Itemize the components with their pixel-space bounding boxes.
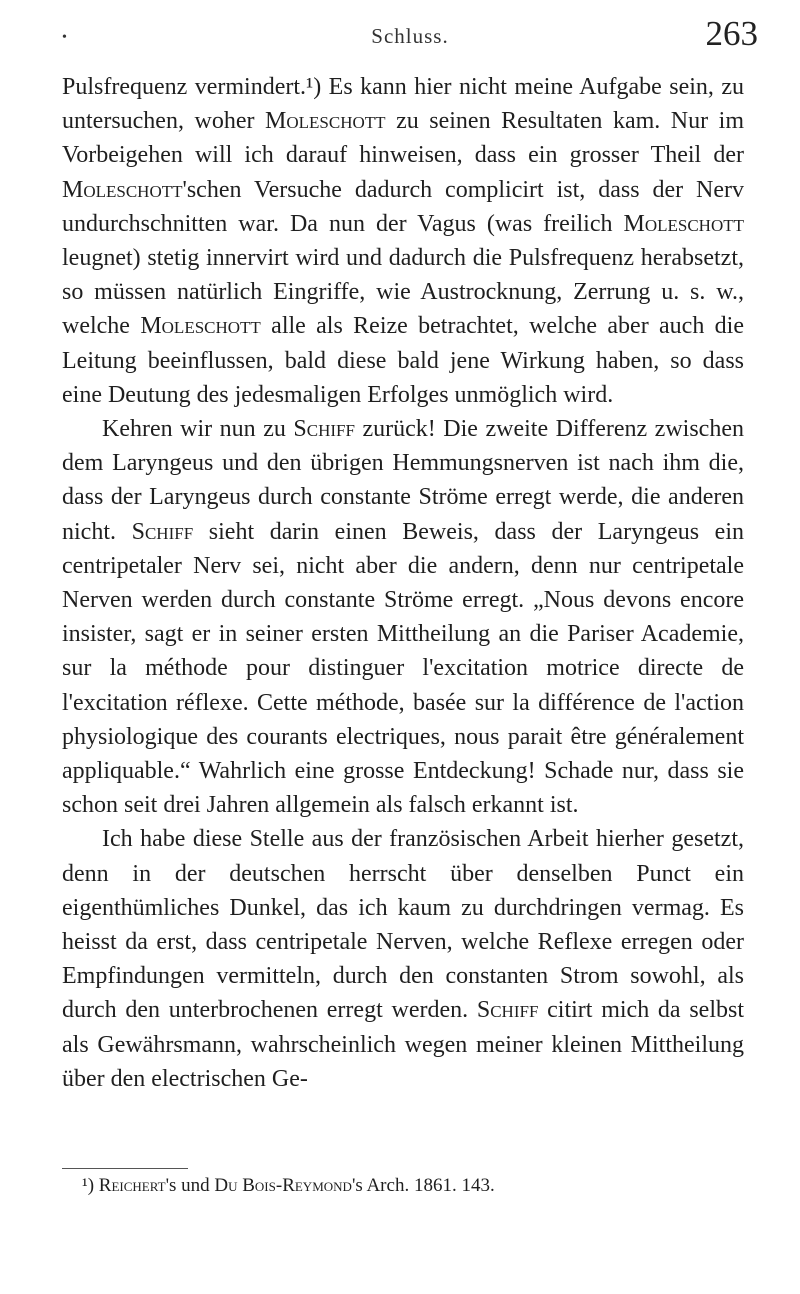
running-head bbox=[62, 10, 758, 53]
text-run: 's Arch. 1861. 143. bbox=[351, 1175, 495, 1196]
author-name: Du Bois-Reymond bbox=[214, 1175, 352, 1196]
text-run: ¹) bbox=[82, 1175, 99, 1196]
text-run: 'schen Versuche dadurch complicirt ist, dass der Nerv undurchschnitten war. Da nun der Vagus (was freilich bbox=[62, 176, 744, 237]
paragraph bbox=[62, 412, 744, 822]
margin-bullet: • bbox=[62, 30, 67, 45]
text-run: ) Es kann hier nicht meine Aufgabe sein, zu untersuchen, woher bbox=[62, 74, 745, 135]
text-run: sieht darin einen Beweis, dass der Laryngeus ein centripetaler Nerv sei, nicht aber die andern, denn nur centripetale Nerven werden durch constante Ströme erregt. „Nous devons encore insister, sagt er in seiner ersten Mittheilung an die Pariser Academie, sur la méthode pour distinguer l'excitation motrice directe de l'excitation réflexe. Cette méthode, basée sur la différence de l'action physiologique des courants electriques, nous parait être généralement appliquable.“ Wahrlich eine grosse Entdeckung! Schade nur, dass sie schon seit drei Jahren allgemein als falsch erkannt ist. bbox=[62, 518, 745, 819]
author-name: Schiff bbox=[131, 518, 194, 545]
author-name: Moleschott bbox=[265, 108, 386, 135]
text-run: Kehren wir nun zu bbox=[102, 416, 294, 443]
author-name: Moleschott bbox=[140, 313, 261, 340]
text-run: Pulsfrequenz vermindert. bbox=[62, 74, 307, 100]
text-run: zurück! Die zweite Differenz zwischen dem Laryngeus und den übrigen Hemmungsnerven ist nach ihm die, dass der Laryngeus durch constante Ströme erregt werde, die anderen nicht. bbox=[62, 416, 744, 545]
text-run: 's und bbox=[165, 1175, 215, 1196]
text-run: leugnet) stetig innervirt wird und dadurch die Pulsfrequenz herabsetzt, so müssen natürlich Eingriffe, wie Austrocknung, Zerrung u. s. w., welche bbox=[62, 245, 744, 340]
text-run: alle als Reize betrachtet, welche aber auch die Leitung beeinflussen, bald diese bald jene Wirkung haben, so dass eine Deutung des jedesmaligen Erfolges unmöglich wird. bbox=[62, 313, 744, 408]
author-name: Moleschott bbox=[62, 176, 183, 203]
running-title: Schluss. bbox=[371, 24, 449, 48]
footnote-rule bbox=[62, 1168, 188, 1169]
text-run: zu seinen Resultaten kam. Nur im Vorbeigehen will ich darauf hinweisen, dass ein grosser Theil der bbox=[62, 108, 744, 169]
author-name: Schiff bbox=[476, 997, 539, 1024]
author-name: Schiff bbox=[293, 416, 355, 443]
text-run: Ich habe diese Stelle aus der französischen Arbeit hierher gesetzt, denn in der deutschen herrscht über denselben Punct ein eigenthümliches Dunkel, das ich kaum zu durchdringen vermag. Es heisst da erst, dass centripetale Nerven, welche Reflexe erregen oder Empfindungen vermitteln, durch den constanten Strom sowohl, als durch den unterbrochenen erregt werden. bbox=[62, 826, 744, 1024]
text-run: citirt mich da selbst als Gewährsmann, wahrscheinlich wegen meiner kleinen Mittheilung über den electrischen Ge- bbox=[62, 997, 744, 1092]
footnote bbox=[82, 1174, 744, 1198]
paragraph bbox=[62, 822, 744, 1096]
footnote-marker: ¹ bbox=[306, 74, 314, 100]
page-number: 263 bbox=[705, 14, 758, 53]
body-text bbox=[62, 70, 744, 1096]
paragraph bbox=[62, 70, 744, 412]
author-name: Moleschott bbox=[623, 210, 744, 237]
author-name: Reichert bbox=[98, 1175, 166, 1196]
